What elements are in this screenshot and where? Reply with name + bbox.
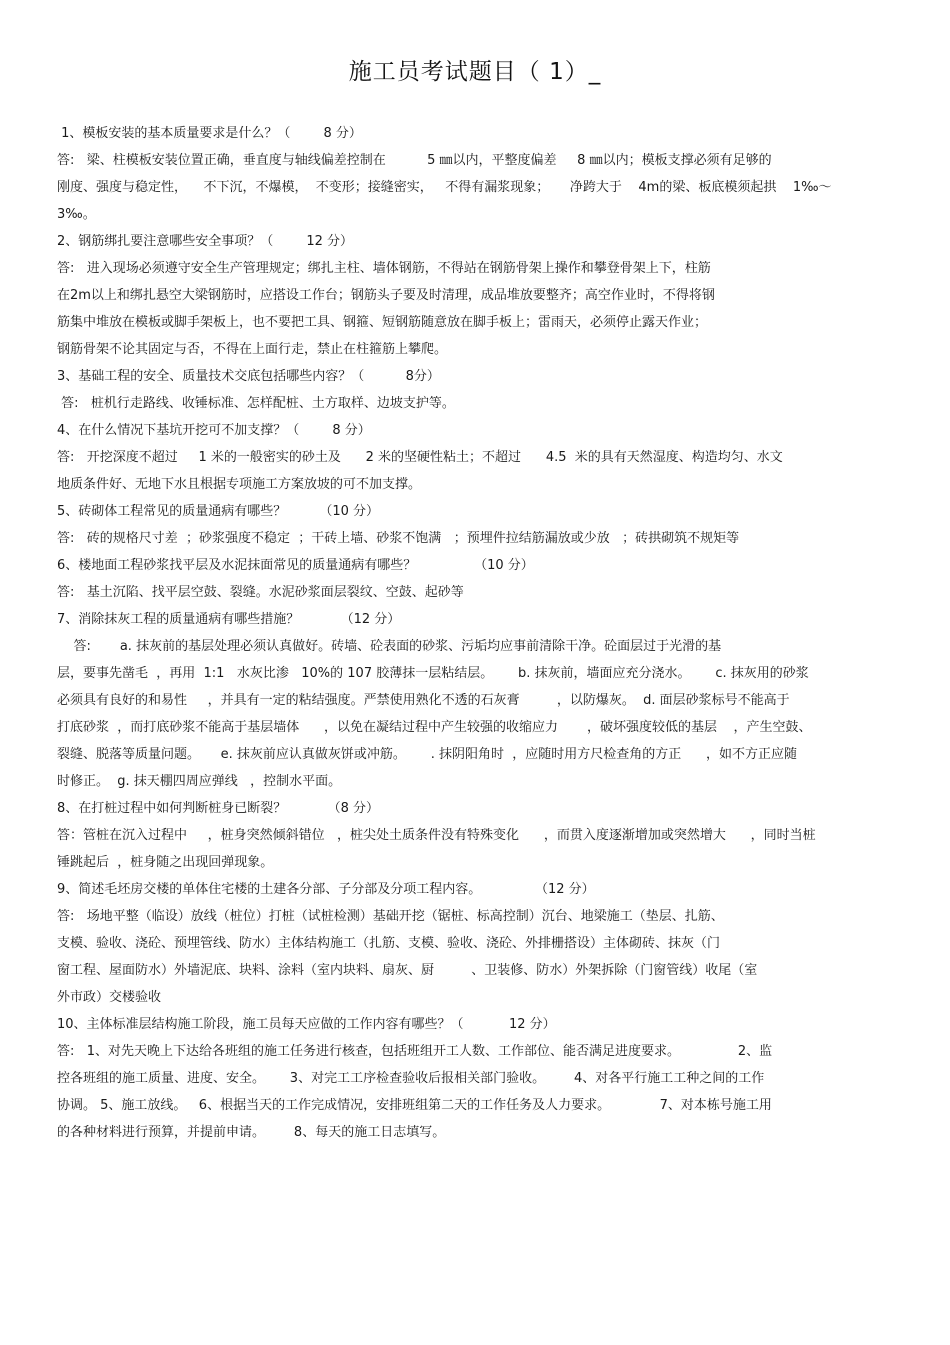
text-line: 9、简述毛坯房交楼的单体住宅楼的土建各分部、子分部及分项工程内容。 （12 分） xyxy=(57,882,595,897)
text-line: 窗工程、屋面防水）外墙泥底、块料、涂料（室内块料、扇灰、厨 、卫装修、防水）外架拆除（门窗管线）收尾（室 xyxy=(57,963,758,978)
text-line: 答: 砖的规格尺寸差 ；砂浆强度不稳定 ；干砖上墙、砂浆不饱满 ；预埋件拉结筋漏放或少放 ；砖拱砌筑不规矩等 xyxy=(57,531,740,546)
text-line: 支模、验收、浇砼、预埋管线、防水）主体结构施工（扎筋、支模、验收、浇砼、外排栅搭设）主体砌砖、抹灰（门 xyxy=(57,936,721,951)
text-line: 在2m以上和绑扎悬空大梁钢筋时，应搭设工作台；钢筋头子要及时清理，成品堆放要整齐；高空作业时，不得将钢 xyxy=(57,288,715,303)
text-line: 答: 基土沉陷、找平层空鼓、裂缝。水泥砂浆面层裂纹、空鼓、起砂等 xyxy=(57,585,464,600)
text-line: 时修正。 g. 抹天棚四周应弹线 ，控制水平面。 xyxy=(57,774,342,789)
text-line: 控各班组的施工质量、进度、安全。 3、对完工工序检查验收后报相关部门验收。 4、对各平行施工工种之间的工作 xyxy=(57,1071,765,1086)
text-line: 地质条件好、无地下水且根据专项施工方案放坡的可不加支撑。 xyxy=(57,477,422,492)
text-line: 刚度、强度与稳定性， 不下沉，不爆模， 不变形；接缝密实， 不得有漏浆现象； 净跨大于 4m的梁、板底模须起拱 1‰～ xyxy=(57,180,832,195)
text-line: 3、基础工程的安全、质量技术交底包括哪些内容？（ 8分） xyxy=(57,369,440,384)
text-line: 答: 进入现场必须遵守安全生产管理规定；绑扎主柱、墙体钢筋，不得站在钢筋骨架上操作和攀登骨架上下，柱筋 xyxy=(57,261,711,276)
text-line: 锤跳起后 ，桩身随之出现回弹现象。 xyxy=(57,855,274,870)
text-line: 外市政）交楼验收 xyxy=(57,990,162,1005)
text-line: 答: 1、对先天晚上下达给各班组的施工任务进行核查，包括班组开工人数、工作部位、能否满足进度要求。 2、监 xyxy=(57,1044,773,1059)
text-line: 层，要事先凿毛 ，再用 1:1 水灰比渗 10%的 107 胶薄抹一层粘结层。 b. 抹灰前，墙面应充分浇水。 c. 抹灰用的砂浆 xyxy=(57,666,809,681)
text-line: 答: a. 抹灰前的基层处理必须认真做好。砖墙、砼表面的砂浆、污垢均应事前清除干净。砼面层过于光滑的基 xyxy=(57,639,722,654)
text-line: 8、在打桩过程中如何判断桩身已断裂？ （8 分） xyxy=(57,801,379,816)
text-line: 裂缝、脱落等质量问题。 e. 抹灰前应认真做灰饼或冲筋。 . 抹阴阳角时 ，应随时用方尺检查角的方正 ，如不方正应随 xyxy=(57,747,798,762)
text-line: 7、消除抹灰工程的质量通病有哪些措施？ （12 分） xyxy=(57,612,401,627)
text-line: 1、模板安装的基本质量要求是什么？（ 8 分） xyxy=(57,126,362,141)
text-line: 5、砖砌体工程常见的质量通病有哪些？ （10 分） xyxy=(57,504,380,519)
text-line: 2、钢筋绑扎要注意哪些安全事项？（ 12 分） xyxy=(57,234,354,249)
text-line: 协调。 5、施工放线。 6、根据当天的工作完成情况，安排班组第二天的工作任务及人力要求。 7、对本栋号施工用 xyxy=(57,1098,772,1113)
text-line: 4、在什么情况下基坑开挖可不加支撑？（ 8 分） xyxy=(57,423,371,438)
document-body xyxy=(57,120,897,1146)
text-line: 答：管桩在沉入过程中 ，桩身突然倾斜错位 ，桩尖处土质条件没有特殊变化 ，而贯入度逐渐增加或突然增大 ，同时当桩 xyxy=(57,828,816,843)
text-line: 答: 桩机行走路线、收锤标准、怎样配桩、土方取样、边坡支护等。 xyxy=(57,396,455,411)
text-line: 答: 开挖深度不超过 1 米的一般密实的砂土及 2 米的坚硬性粘土；不超过 4.5 米的具有天然湿度、构造均匀、水文 xyxy=(57,450,783,465)
text-line: 打底砂浆 ，而打底砂浆不能高于基层墙体 ，以免在凝结过程中产生较强的收缩应力 ，破坏强度较低的基层 ，产生空鼓、 xyxy=(57,720,812,735)
text-line: 答: 场地平整（临设）放线（桩位）打桩（试桩检测）基础开挖（锯桩、标高控制）沉台、地梁施工（垫层、扎筋、 xyxy=(57,909,724,924)
text-line: 的各种材料进行预算，并提前申请。 8、每天的施工日志填写。 xyxy=(57,1125,446,1140)
text-line: 6、楼地面工程砂浆找平层及水泥抹面常见的质量通病有哪些？ （10 分） xyxy=(57,558,534,573)
text-line: 10、主体标准层结构施工阶段，施工员每天应做的工作内容有哪些？（ 12 分） xyxy=(57,1017,556,1032)
text-line: 必须具有良好的和易性 ，并具有一定的粘结强度。严禁使用熟化不透的石灰膏 ，以防爆灰。 d. 面层砂浆标号不能高于 xyxy=(57,693,790,708)
document-title: 施工员考试题目（ 1）_ xyxy=(348,59,602,85)
text-line: 答: 梁、柱模板安装位置正确，垂直度与轴线偏差控制在 5 ㎜以内，平整度偏差 8 ㎜以内；模板支撑必须有足够的 xyxy=(57,153,772,168)
text-line: 钢筋骨架不论其固定与否，不得在上面行走，禁止在柱箍筋上攀爬。 xyxy=(57,342,448,357)
text-line: 3‰。 xyxy=(57,207,96,222)
text-line: 筋集中堆放在模板或脚手架板上，也不要把工具、钢箍、短钢筋随意放在脚手板上；雷雨天，必须停止露天作业； xyxy=(57,315,708,330)
